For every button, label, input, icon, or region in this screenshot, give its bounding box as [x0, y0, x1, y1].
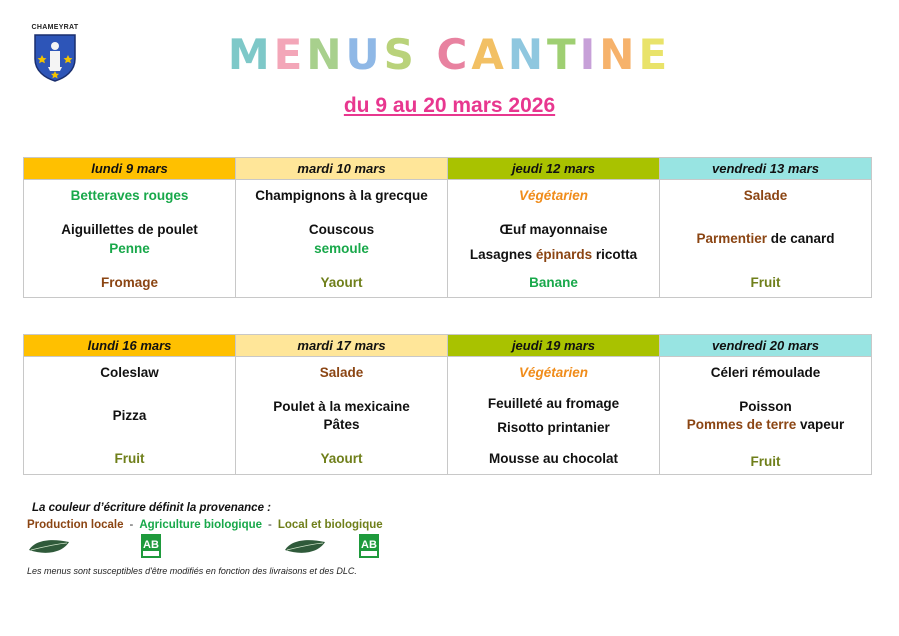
- menu-item: [24, 222, 235, 237]
- menu-item-text: Penne: [109, 241, 150, 256]
- day-header: vendredi 20 mars: [660, 335, 872, 357]
- title-letter: E: [273, 30, 307, 79]
- menu-item-text: Parmentier: [696, 231, 767, 246]
- menu-item: [660, 417, 871, 432]
- menu-item: [448, 222, 659, 237]
- local-production-logo-icon: [27, 538, 71, 556]
- menu-item: [660, 399, 871, 414]
- title-letter: [418, 30, 437, 80]
- ab-logo-text: AB: [361, 539, 377, 551]
- menu-item-text: Yaourt: [320, 275, 363, 290]
- day-header: lundi 16 mars: [24, 335, 236, 357]
- menu-item: [448, 275, 659, 290]
- menu-item-text: Fruit: [750, 454, 781, 469]
- menu-cell: [660, 180, 872, 298]
- menu-cell: [24, 357, 236, 475]
- menu-item: [24, 408, 235, 423]
- legend-bio: Agriculture biologique: [139, 519, 263, 531]
- menu-item: [660, 365, 871, 380]
- legend-row: [27, 519, 383, 531]
- menu-item-text: de canard: [767, 231, 835, 246]
- menu-item-text: Fruit: [750, 275, 781, 290]
- menu-item-text: Betteraves rouges: [70, 188, 189, 203]
- legend-local-bio: Local et biologique: [277, 519, 383, 531]
- menu-item-text: Poisson: [739, 399, 792, 414]
- day-header: jeudi 19 mars: [448, 335, 660, 357]
- menu-item-text: ricotta: [592, 247, 638, 262]
- menu-item: [660, 275, 871, 290]
- menu-item-text: Champignons à la grecque: [255, 188, 428, 203]
- title-letter: S: [383, 30, 418, 79]
- title-letter: I: [579, 30, 600, 79]
- menu-item: [236, 188, 447, 203]
- menu-item-text: Mousse au chocolat: [488, 451, 619, 466]
- legend-separator: -: [129, 519, 134, 531]
- menu-item-text: Yaourt: [320, 451, 363, 466]
- menu-item-text: Lasagnes: [469, 247, 536, 262]
- menu-item-text: Végétarien: [518, 365, 589, 380]
- legend-local: Production locale: [27, 519, 124, 531]
- menu-item: [24, 365, 235, 380]
- day-header: lundi 9 mars: [24, 158, 236, 180]
- menu-item: [24, 451, 235, 466]
- menu-item: [236, 399, 447, 414]
- title-letter: M: [227, 30, 274, 79]
- day-header: mardi 17 mars: [236, 335, 448, 357]
- title-letter: N: [507, 30, 547, 79]
- menu-item: [24, 188, 235, 203]
- menu-item: [448, 451, 659, 466]
- page-title: [0, 30, 899, 80]
- legend-title: La couleur d’écriture définit la provenance :: [32, 502, 272, 514]
- day-header: jeudi 12 mars: [448, 158, 660, 180]
- title-letter: N: [599, 30, 639, 79]
- title-letter: C: [436, 30, 472, 79]
- menu-item-text: Salade: [743, 188, 788, 203]
- menu-item: [236, 275, 447, 290]
- menu-cell: [24, 180, 236, 298]
- menu-item-text: Salade: [319, 365, 364, 380]
- menu-item-text: Fruit: [114, 451, 145, 466]
- title-letter: A: [471, 30, 508, 79]
- menu-item: [448, 247, 659, 262]
- menu-cell: [660, 357, 872, 475]
- menu-table-week-2: [23, 334, 872, 475]
- menu-item-text: Risotto printanier: [497, 420, 610, 435]
- menu-item-text: semoule: [314, 241, 369, 256]
- menu-item: [448, 396, 659, 411]
- menu-item: [448, 365, 659, 380]
- menu-item: [448, 420, 659, 435]
- menu-item-text: épinards: [535, 247, 593, 262]
- menu-cell: [236, 357, 448, 475]
- menu-item-text: Aiguillettes de poulet: [61, 222, 198, 237]
- menu-item-text: Coleslaw: [100, 365, 159, 380]
- menu-item: [24, 241, 235, 256]
- town-name: CHAMEYRAT: [31, 24, 79, 31]
- menu-item-text: Céleri rémoulade: [710, 365, 821, 380]
- day-header: vendredi 13 mars: [660, 158, 872, 180]
- menu-item-text: Banane: [529, 275, 578, 290]
- menu-item: [660, 454, 871, 469]
- menu-item-text: Couscous: [308, 222, 375, 237]
- menu-item-text: vapeur: [796, 417, 845, 432]
- title-letter: U: [345, 30, 384, 79]
- title-letter: N: [306, 30, 346, 79]
- menu-item: [236, 241, 447, 256]
- title-letter: E: [638, 30, 672, 79]
- local-production-logo-icon: [283, 538, 327, 556]
- menu-item-text: Végétarien: [518, 188, 589, 203]
- menu-cell: [448, 357, 660, 475]
- organic-ab-logo-icon: [141, 534, 161, 558]
- menu-item: [448, 188, 659, 203]
- menu-cell: [448, 180, 660, 298]
- menu-item: [24, 275, 235, 290]
- menu-item-text: Pizza: [112, 408, 147, 423]
- disclaimer-note: Les menus sont susceptibles d'être modifiés en fonction des livraisons et des DLC.: [27, 566, 357, 576]
- menu-item: [236, 451, 447, 466]
- menu-item: [236, 417, 447, 432]
- menu-item-text: Œuf mayonnaise: [499, 222, 608, 237]
- menu-item-text: Pâtes: [323, 417, 360, 432]
- ab-logo-text: AB: [143, 539, 159, 551]
- menu-item-text: Feuilleté au fromage: [487, 396, 620, 411]
- legend-separator: -: [268, 519, 272, 531]
- menu-item-text: Poulet à la mexicaine: [273, 399, 410, 414]
- date-range: [0, 94, 899, 118]
- menu-item-text: Pommes de terre: [686, 417, 797, 432]
- menu-cell: [236, 180, 448, 298]
- menu-item: [660, 188, 871, 203]
- menu-item: [660, 231, 871, 246]
- menu-item-text: Fromage: [100, 275, 158, 290]
- menu-item: [236, 222, 447, 237]
- title-letter: T: [546, 30, 580, 79]
- menu-item: [236, 365, 447, 380]
- date-range-text: du 9 au 20 mars 2026: [343, 94, 556, 117]
- menu-table-week-1: [23, 157, 872, 298]
- organic-ab-logo-icon: [359, 534, 379, 558]
- day-header: mardi 10 mars: [236, 158, 448, 180]
